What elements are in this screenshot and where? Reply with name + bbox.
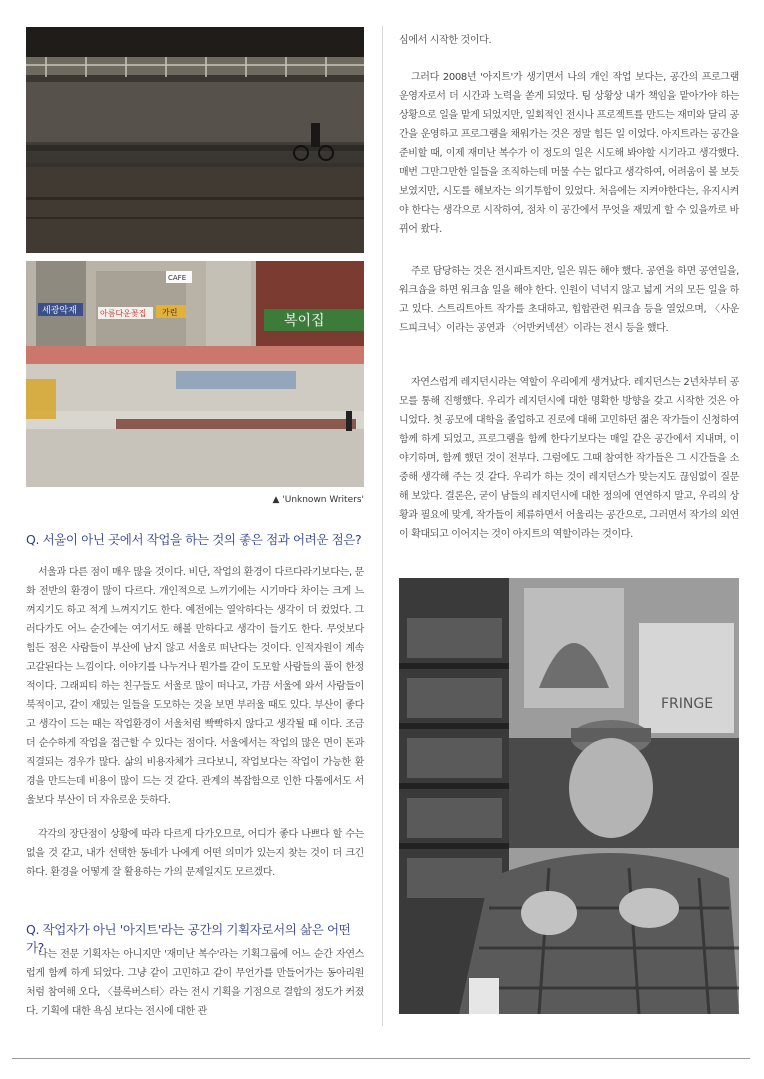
poster-text: FRINGE xyxy=(661,696,714,712)
column-divider xyxy=(382,26,383,1026)
shop-sign-3: 가린 xyxy=(162,308,178,317)
shop-sign-2: 아름다운꽃집 xyxy=(100,309,147,318)
continued-paragraph: 심에서 시작한 것이다. xyxy=(399,35,492,46)
shop-sign-4: 복이집 xyxy=(284,313,325,329)
photo-caption-text: ▲ 'Unknown Writers' xyxy=(272,495,364,505)
portrait-photo xyxy=(399,578,739,1014)
photo-night-street xyxy=(26,27,364,253)
right-paragraph-1: 그러다 2008년 '아지트'가 생기면서 나의 개인 작업 보다는, 공간의 프로그램 운영자로서 더 시간과 노력을 쏟게 되었다. 팀 상황상 내가 책임을 맡아가야 하는 상황으로 일을 맡게 되었지만, 일회적인 전시나 프로젝트를 만드는 재미와 달리 공간을 운영하고 프로그램을 채워가는 것은 정말 힘든 일 이었다. 아지트라는 공간을 준비할 때, 이제 재미난 복수가 이 정도의 일은 시도해 봐야할 시기라고 생각했다. 매번 그만그만한 일들을 조직하는데 머물 수는 없다고 생각하여, 어려움이 볼 보듯 보였지만, 시도를 해보자는 의기투합이 있었다. 처음에는 지켜야한다는, 유지시켜야 한다는 생각으로 시작하여, 점차 이 공간에서 무엇을 재밌게 할 수 있을까로 바뀌어 왔다. xyxy=(399,72,739,235)
shop-sign-1: 세광악재 xyxy=(42,306,77,316)
right-paragraph-3: 자연스럽게 레지던시라는 역할이 우리에게 생겨났다. 레지던스는 2년차부터 공모를 통해 진행했다. 우리가 레지던시에 대한 명확한 방향을 갖고 시작한 것은 아니었다. 첫 공모에 대학을 졸업하고 진로에 대해 고민하던 젊은 작가들이 신청하여 함께 하게 되었고, 프로그램을 함께 한다기보다는 매일 같은 공간에서 지내며, 이야기하며, 함께 했던 것이 전부다. 그럼에도 그때 참여한 작가들은 그 시간들을 소중해 생각해 주는 것 같다. 우리가 하는 것이 레지던스가 맞는지도 끊임없이 질문해 보았다. 결론은, 굳이 남들의 레지던시에 대한 정의에 연연하지 말고, 우리의 상황과 필요에 맞게, 작가들이 체류하면서 어울리는 공간으로, 그러면서 작가의 외연이 확대되고 이어지는 것이 아지트의 역할이라는 것이다. xyxy=(399,377,739,540)
question-2: Q. 작업자가 아닌 '아지트'라는 공간의 기획자로서의 삶은 어떤가? xyxy=(26,922,351,955)
answer-1-paragraph-2: 각각의 장단점이 상황에 따라 다르게 다가오므로, 어디가 좋다 나쁘다 할 수는 없을 것 같고, 내가 선택한 동네가 나에게 어떤 의미가 있는지 찾는 것이 더 크긴 하다. 환경을 어떻게 잘 활용하는 가의 문제일지도 모르겠다. xyxy=(26,829,364,878)
question-1: Q. 서울이 아닌 곳에서 작업을 하는 것의 좋은 점과 어려운 점은? xyxy=(26,532,362,547)
answer-1-paragraph-1: 서울과 다른 점이 매우 많을 것이다. 비단, 작업의 환경이 다르다라기보다는, 문화 전반의 환경이 많이 다르다. 개인적으로 느끼기에는 시기마다 차이는 크게 느껴지기도 하고 적게 느껴지기도 한다. 예전에는 열악하다는 생각이 더 컸었다. 그러다가도 어느 순간에는 여기서도 해볼 만하다고 생각이 들기도 한다. 무엇보다 힘든 점은 사람들이 부산에 남지 않고 서울로 떠난다는 것이다. 인적자원이 계속 고갈된다는 느낌이다. 이야기를 나누거나 뭔가를 같이 도모할 사람들의 풀이 한정적이다. 그래피티 하는 친구들도 서울로 많이 떠나고, 가끔 서울에 와서 사람들이 북적이고, 같이 재밌는 일들을 도모하는 것을 보면 부러울 때도 있다. 부산이 좋다고 생각이 드는 때는 작업환경이 서울처럼 빡빡하지 않다고 생각될 때 이다. 조금 더 순수하게 작업을 접근할 수 있다는 점이다. 서울에서는 작업의 많은 면이 돈과 직결되는 경우가 많다. 삶의 비용자체가 크다보니, 작업보다는 작업이 가능한 환경을 만드는데 비용이 많이 드는 것 같다. 관계의 복잡함으로 인한 다툼에서도 서울보다 부산이 더 자유로운 듯하다. xyxy=(26,567,364,806)
answer-2-paragraph-1: 나는 전문 기획자는 아니지만 '재미난 복수'라는 기획그룹에 어느 순간 자연스럽게 함께 하게 되었다. 그냥 같이 고민하고 같이 무언가를 만들어가는 동아리원처럼 참여해 오다, 〈블록버스터〉라는 전시 기획을 기점으로 결합의 정도가 커졌다. 기획에 대한 욕심 보다는 전시에 대한 관 xyxy=(26,949,364,1017)
right-paragraph-2: 주로 담당하는 것은 전시파트지만, 일은 뭐든 해야 했다. 공연을 하면 공연일을, 워크숍을 하면 워크숍 일을 해야 한다. 인원이 넉넉지 않고 넓게 거의 모든 일을 하고 있다. 스트리트아트 작가를 초대하고, 힙합관련 워크숍 등을 열었으며, 〈사운드피크닉〉이라는 공연과 〈어반커넥션〉이라는 전시 등을 했다. xyxy=(399,266,739,334)
photo-caption xyxy=(272,495,364,505)
photo-stream-shops xyxy=(26,261,364,487)
shop-sign-5: CAFE xyxy=(168,274,187,282)
page-bottom-rule xyxy=(12,1058,750,1059)
